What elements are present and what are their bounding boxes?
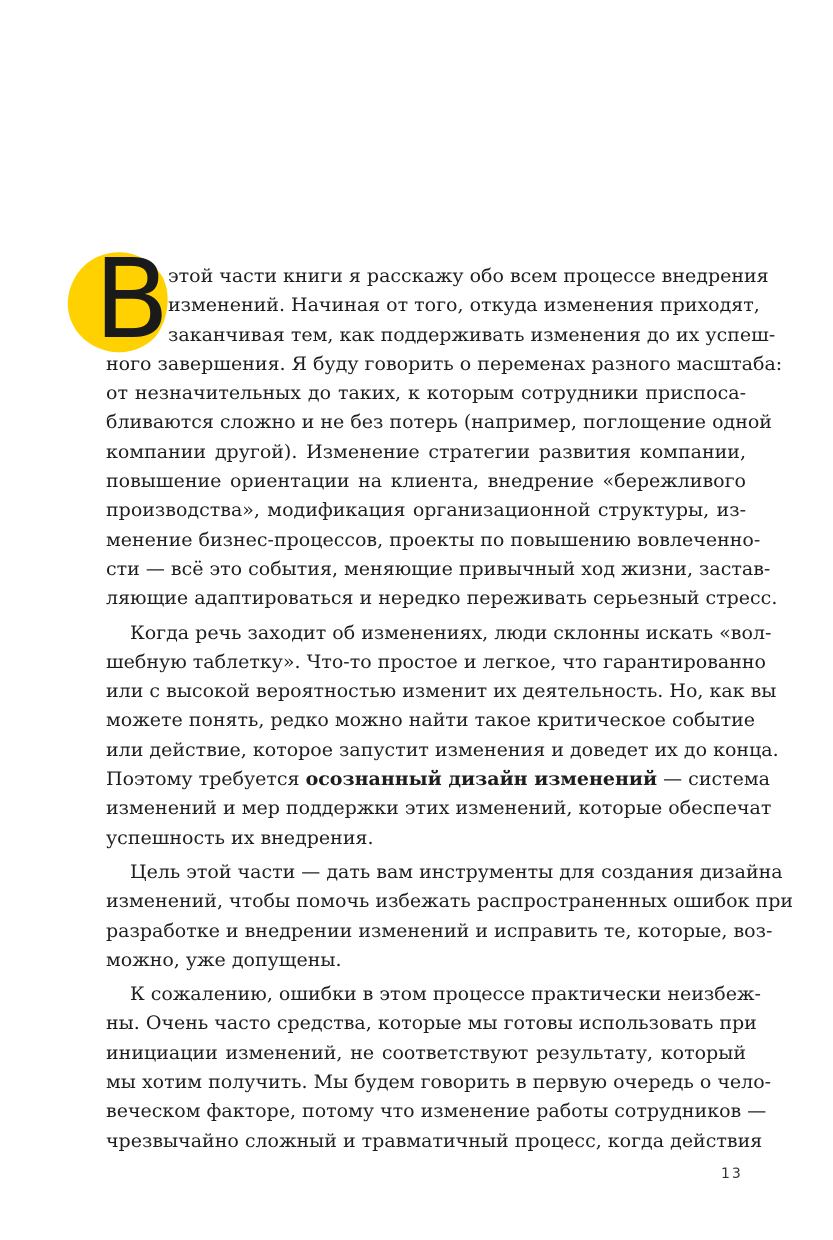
text-line: повышение ориентации на клиента, внедрение «бережливого	[106, 470, 746, 493]
text-line: Цель этой части — дать вам инструменты для создания дизайна	[130, 860, 783, 883]
text-line: сти — всё это события, меняющие привычный ход жизни, застав-	[106, 557, 771, 580]
text-line: можно, уже допущены.	[106, 948, 342, 971]
text-line: изменений. Начиная от того, откуда изменения приходят,	[168, 294, 760, 317]
text-line: менение бизнес-процессов, проекты по повышению вовлеченно-	[106, 528, 761, 551]
text-line: веческом факторе, потому что изменение работы сотрудников —	[106, 1100, 767, 1123]
body-text	[106, 262, 794, 1156]
text-line: разработке и внедрении изменений и исправить те, которые, воз-	[106, 919, 773, 942]
text-line: производства», модификация организационной структуры, из-	[106, 499, 746, 522]
text-line: Когда речь заходит об изменениях, люди склонны искать «вол-	[130, 621, 772, 644]
text-line: можете понять, редко можно найти такое критическое событие	[106, 709, 756, 732]
text-line: ного завершения. Я буду говорить о переменах разного масштаба:	[106, 352, 783, 375]
bold-term: осознанный дизайн изменений	[305, 768, 658, 791]
text-line: изменений и мер поддержки этих изменений, которые обеспечат	[106, 797, 772, 820]
text-line: инициации изменений, не соответствуют результату, который	[106, 1041, 746, 1064]
text-line: бливаются сложно и не без потерь (например, поглощение одной	[106, 411, 772, 434]
text-line: мы хотим получить. Мы будем говорить в первую очередь о чело-	[106, 1071, 772, 1094]
text-line: компании другой). Изменение стратегии развития компании,	[106, 440, 746, 463]
text-fragment: — система	[657, 768, 770, 791]
text-line: ны. Очень часто средства, которые мы готовы использовать при	[106, 1012, 757, 1035]
page-number: 13	[721, 1166, 743, 1182]
text-line-with-bold	[106, 765, 770, 794]
text-line: заканчивая тем, как поддерживать изменения до их успеш-	[168, 323, 776, 346]
text-line: шебную таблетку». Что-то простое и легкое, что гарантированно	[106, 650, 766, 673]
text-line: или с высокой вероятностью изменит их деятельность. Но, как вы	[106, 680, 777, 703]
text-line: или действие, которое запустит изменения и доведет их до конца.	[106, 738, 779, 761]
text-line: изменений, чтобы помочь избежать распространенных ошибок при	[106, 890, 794, 913]
text-fragment: Поэтому требуется	[106, 768, 306, 791]
text-line: успешность их внедрения.	[106, 826, 374, 849]
text-line: К сожалению, ошибки в этом процессе практически неизбеж-	[130, 983, 761, 1006]
text-line: ляющие адаптироваться и нередко переживать серьезный стресс.	[106, 587, 778, 610]
text-line: от незначительных до таких, к которым сотрудники приспоса-	[106, 382, 746, 405]
drop-cap-letter: В	[94, 235, 170, 363]
text-line: чрезвычайно сложный и травматичный процесс, когда действия	[106, 1129, 763, 1152]
text-line: этой части книги я расскажу обо всем процессе внедрения	[168, 265, 769, 287]
